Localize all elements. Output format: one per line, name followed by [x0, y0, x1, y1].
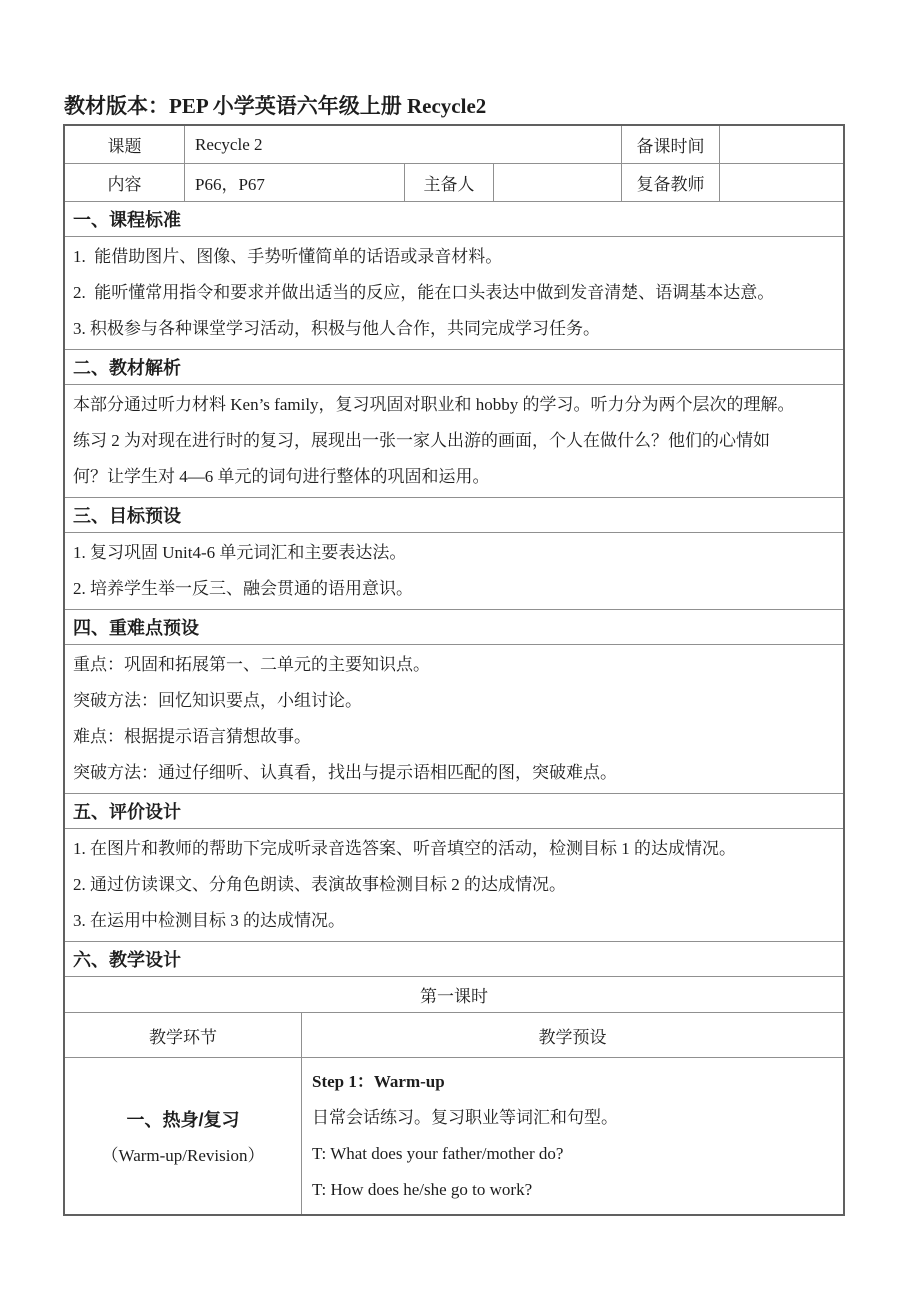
stage-title: 一、热身/复习	[126, 1110, 240, 1130]
text-line: T: How does he/she go to work?	[312, 1180, 533, 1199]
section-body	[65, 829, 843, 941]
section-body-row	[65, 645, 843, 794]
text-line: 难点：根据提示语言猜想故事。	[73, 727, 311, 746]
section-body	[65, 237, 843, 349]
section-heading-row	[65, 794, 843, 829]
section-heading-row	[65, 202, 843, 237]
section-body-row	[65, 385, 843, 498]
text-line: 突破方法：通过仔细听、认真看，找出与提示语相匹配的图，突破难点。	[73, 763, 617, 782]
section-heading: 二、教材解析	[73, 358, 181, 378]
section-body	[65, 645, 843, 793]
section-body-row	[65, 533, 843, 610]
step-title-line: Step 1：Warm-up	[312, 1072, 445, 1091]
section-heading: 五、评价设计	[73, 802, 181, 822]
content-label: 内容	[65, 164, 185, 201]
plan-column-header: 教学预设	[538, 1027, 607, 1047]
info-row-subject	[65, 126, 843, 164]
prep-time-label: 备课时间	[622, 126, 720, 163]
text-line: 日常会话练习。复习职业等词汇和句型。	[312, 1108, 618, 1127]
text-line: 重点：巩固和拓展第一、二单元的主要知识点。	[73, 655, 430, 674]
section-heading-row	[65, 942, 843, 977]
subject-label: 课题	[65, 126, 185, 163]
co-preparer-value	[720, 164, 843, 201]
text-line: 1. 在图片和教师的帮助下完成听录音选答案、听音填空的活动，检测目标 1 的达成情况。	[73, 839, 736, 858]
section-body	[65, 385, 843, 497]
doc-title: 教材版本：PEP 小学英语六年级上册 Recycle2	[64, 94, 487, 118]
section-body	[65, 533, 843, 609]
text-line: 何？让学生对 4—6 单元的词句进行整体的巩固和运用。	[73, 467, 490, 486]
text-line: 2. 通过仿读课文、分角色朗读、表演故事检测目标 2 的达成情况。	[73, 875, 566, 894]
info-row-content	[65, 164, 843, 202]
section-heading: 三、目标预设	[73, 506, 181, 526]
lesson-header-row	[65, 1013, 843, 1058]
lesson-content-row	[65, 1058, 843, 1214]
content-value: P66，P67	[185, 164, 405, 201]
stage-cell	[65, 1058, 302, 1214]
prep-time-value	[720, 126, 843, 163]
section-heading: 四、重难点预设	[73, 618, 199, 638]
period-title: 第一课时	[420, 987, 488, 1006]
text-line: 2. 培养学生举一反三、融会贯通的语用意识。	[73, 579, 413, 598]
main-preparer-label: 主备人	[405, 164, 494, 201]
text-line: 本部分通过听力材料 Ken’s family，复习巩固对职业和 hobby 的学习。听力分为两个层次的理解。	[73, 395, 795, 414]
text-line: 1. 复习巩固 Unit4-6 单元词汇和主要表达法。	[73, 543, 407, 562]
section-heading: 一、课程标准	[73, 210, 181, 230]
text-line: 3. 积极参与各种课堂学习活动，积极与他人合作，共同完成学习任务。	[73, 319, 600, 338]
section-body-row	[65, 237, 843, 350]
text-line: 1. 能借助图片、图像、手势听懂简单的话语或录音材料。	[73, 247, 503, 266]
section-heading: 六、教学设计	[73, 950, 181, 970]
section-heading-row	[65, 350, 843, 385]
text-line: T: What does your father/mother do?	[312, 1144, 564, 1163]
period-row	[65, 977, 843, 1013]
stage-subtitle: （Warm-up/Revision）	[101, 1146, 265, 1165]
section-heading-row	[65, 498, 843, 533]
stage-column-header: 教学环节	[65, 1013, 302, 1057]
section-heading-row	[65, 610, 843, 645]
main-preparer-value	[494, 164, 622, 201]
text-line: 2. 能听懂常用指令和要求并做出适当的反应，能在口头表达中做到发音清楚、语调基本达意。	[73, 283, 775, 302]
subject-value: Recycle 2	[185, 126, 622, 163]
text-line: 练习 2 为对现在进行时的复习，展现出一张一家人出游的画面，个人在做什么？他们的心情如	[73, 431, 770, 450]
text-line: 3. 在运用中检测目标 3 的达成情况。	[73, 911, 345, 930]
lesson-plan-table	[63, 124, 845, 1216]
section-body-row	[65, 829, 843, 942]
co-preparer-label: 复备教师	[622, 164, 720, 201]
plan-detail-cell	[302, 1058, 843, 1214]
text-line: 突破方法：回忆知识要点，小组讨论。	[73, 691, 362, 710]
